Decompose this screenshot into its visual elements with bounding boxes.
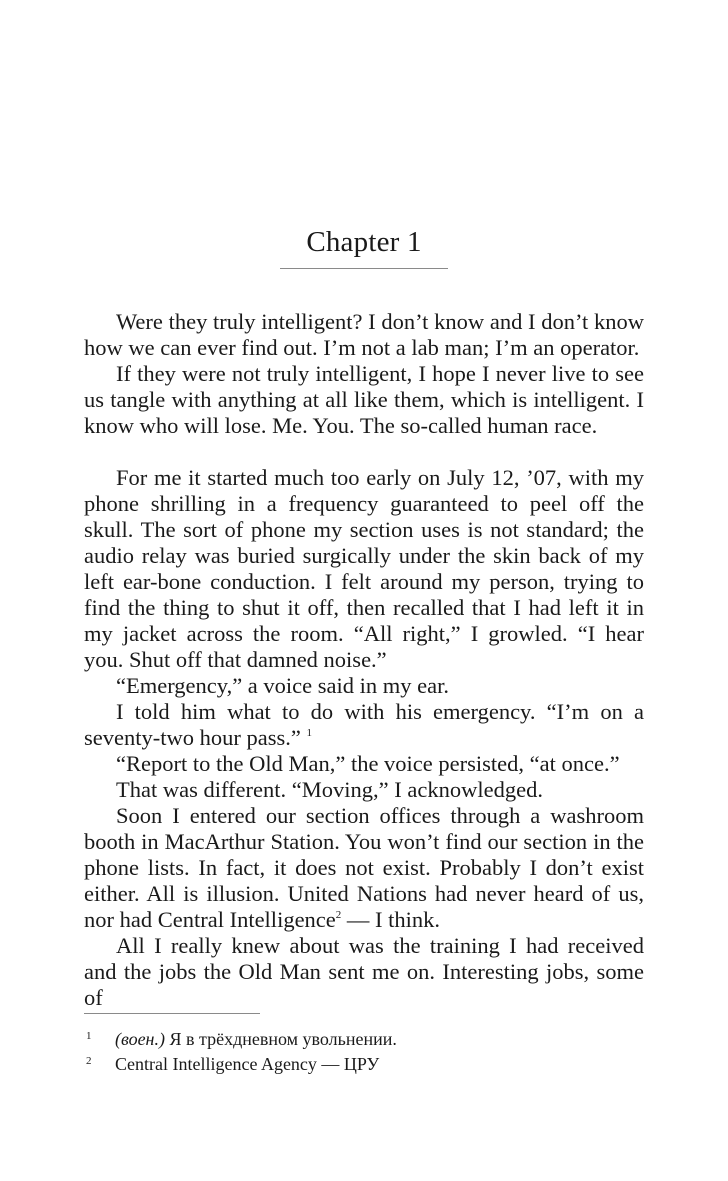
paragraph-2: If they were not truly intelligent, I hope I never live to see us tangle with anything at all like them, which is intelligent. I know who will lose. Me. You. The so-called human race. [84, 361, 644, 438]
footnote-2-number: 2 [86, 1055, 92, 1067]
chapter-title: Chapter 1 [306, 226, 422, 258]
title-divider [280, 268, 448, 269]
footnote-ref-1[interactable]: 1 [306, 727, 312, 739]
paragraph-7: That was different. “Moving,” I acknowledged. [116, 777, 543, 802]
paragraph-8 [84, 803, 644, 933]
footnote-divider [84, 1013, 260, 1014]
paragraph-9: All I really knew about was the training I had received and the jobs the Old Man sent me on. Interesting jobs, some of [84, 933, 644, 1010]
footnotes [84, 1027, 644, 1077]
footnote-1-number: 1 [86, 1030, 92, 1042]
paragraph-3: For me it started much too early on July 12, ’07, with my phone shrilling in a frequency guaranteed to peel off the skull. The sort of phone my section uses is not standard; the audio relay was buried surgically under the skin back of my left ear-bone conduction. I felt around my person, trying to find the thing to shut it off, then recalled that I had left it in my jacket across the room. “All right,” I growled. “I hear you. Shut off that damned noise.” [84, 465, 644, 672]
chapter-body [84, 309, 644, 1011]
footnote-1-abbr: (воен.) [115, 1029, 165, 1049]
paragraph-5-text: I told him what to do with his emergency. “I’m on a seventy-two hour pass.” [84, 699, 644, 750]
paragraph-6: “Report to the Old Man,” the voice persisted, “at once.” [116, 751, 620, 776]
footnote-ref-2[interactable]: 2 [335, 909, 342, 921]
paragraph-8-text: Soon I entered our section offices through a washroom booth in MacArthur Station. You won’t find our section in the phone lists. In fact, it does not exist. Probably I don’t exist either. All is illusion. United Nations had never heard of us, nor had Central Intelligence [84, 803, 644, 932]
paragraph-8-tail: — I think. [341, 907, 441, 932]
footnote-1-text: Я в трёхдневном увольнении. [164, 1029, 397, 1049]
footnote-2-text: Central Intelligence Agency — ЦРУ [115, 1054, 380, 1074]
footnote-2 [84, 1052, 644, 1077]
footnote-1 [84, 1027, 644, 1052]
paragraph-1: Were they truly intelligent? I don’t know and I don’t know how we can ever find out. I’m not a lab man; I’m an operator. [84, 309, 644, 360]
paragraph-4: “Emergency,” a voice said in my ear. [116, 673, 449, 698]
paragraph-5 [84, 699, 644, 751]
